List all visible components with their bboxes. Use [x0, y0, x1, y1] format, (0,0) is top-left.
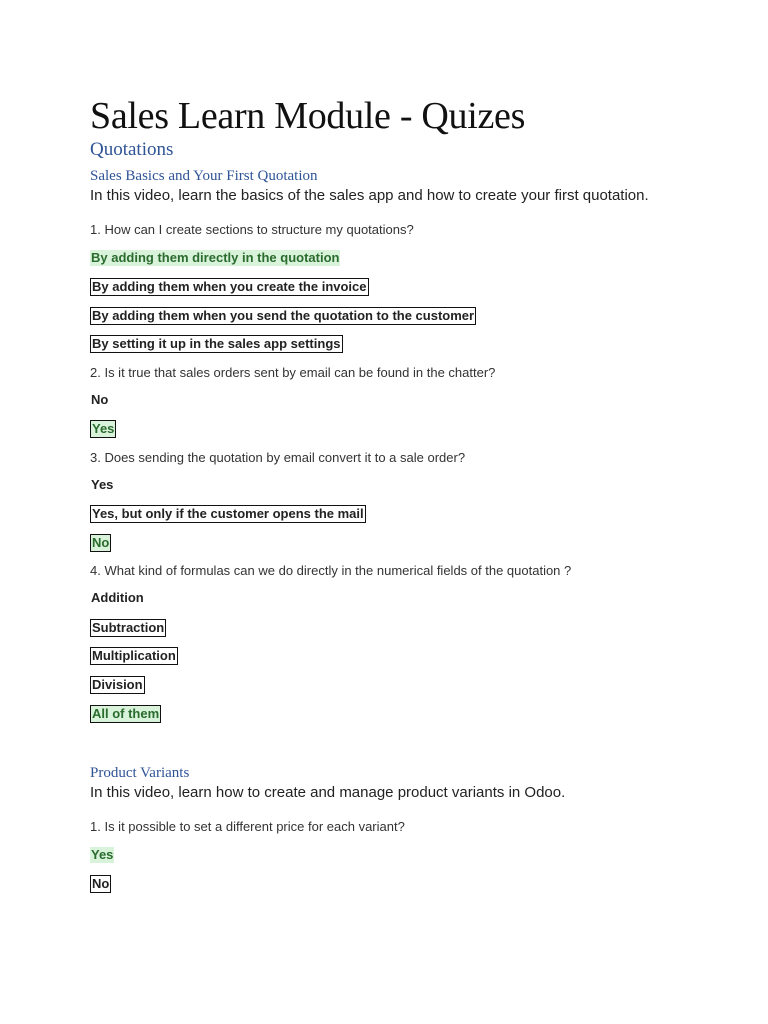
answer-option-correct: All of them [92, 706, 160, 721]
answer-option: Subtraction [92, 620, 165, 635]
question-1-variants: 1. Is it possible to set a different price for each variant? [90, 819, 405, 834]
answer-option-correct: No [92, 535, 110, 550]
subheading-sales-basics: Sales Basics and Your First Quotation [90, 168, 318, 184]
answer-option: By setting it up in the sales app settings [92, 336, 341, 351]
answer-option-correct: By adding them directly in the quotation [91, 250, 340, 265]
intro-text-product-variants: In this video, learn how to create and manage product variants in Odoo. [90, 784, 566, 801]
answer-option: Addition [91, 590, 144, 605]
answer-option-correct: Yes [92, 421, 115, 436]
answer-option: Yes [91, 477, 114, 492]
question-1: 1. How can I create sections to structure my quotations? [90, 222, 414, 237]
answer-option-correct: Yes [91, 847, 114, 862]
question-2: 2. Is it true that sales orders sent by email can be found in the chatter? [90, 365, 496, 380]
question-4: 4. What kind of formulas can we do directly in the numerical fields of the quotation ? [90, 563, 572, 578]
answer-option: Multiplication [92, 648, 176, 663]
answer-option: By adding them when you create the invoice [92, 279, 367, 294]
subheading-product-variants: Product Variants [90, 765, 190, 781]
question-3: 3. Does sending the quotation by email convert it to a sale order? [90, 450, 466, 465]
answer-option: By adding them when you send the quotation to the customer [92, 308, 475, 323]
section-heading-quotations: Quotations [90, 139, 174, 160]
answer-option: No [91, 392, 109, 407]
answer-option: Division [92, 677, 143, 692]
intro-text-sales-basics: In this video, learn the basics of the sales app and how to create your first quotation. [90, 187, 649, 204]
page-title: Sales Learn Module - Quizes [90, 95, 526, 137]
answer-option: No [92, 876, 110, 891]
answer-option: Yes, but only if the customer opens the mail [92, 506, 364, 521]
